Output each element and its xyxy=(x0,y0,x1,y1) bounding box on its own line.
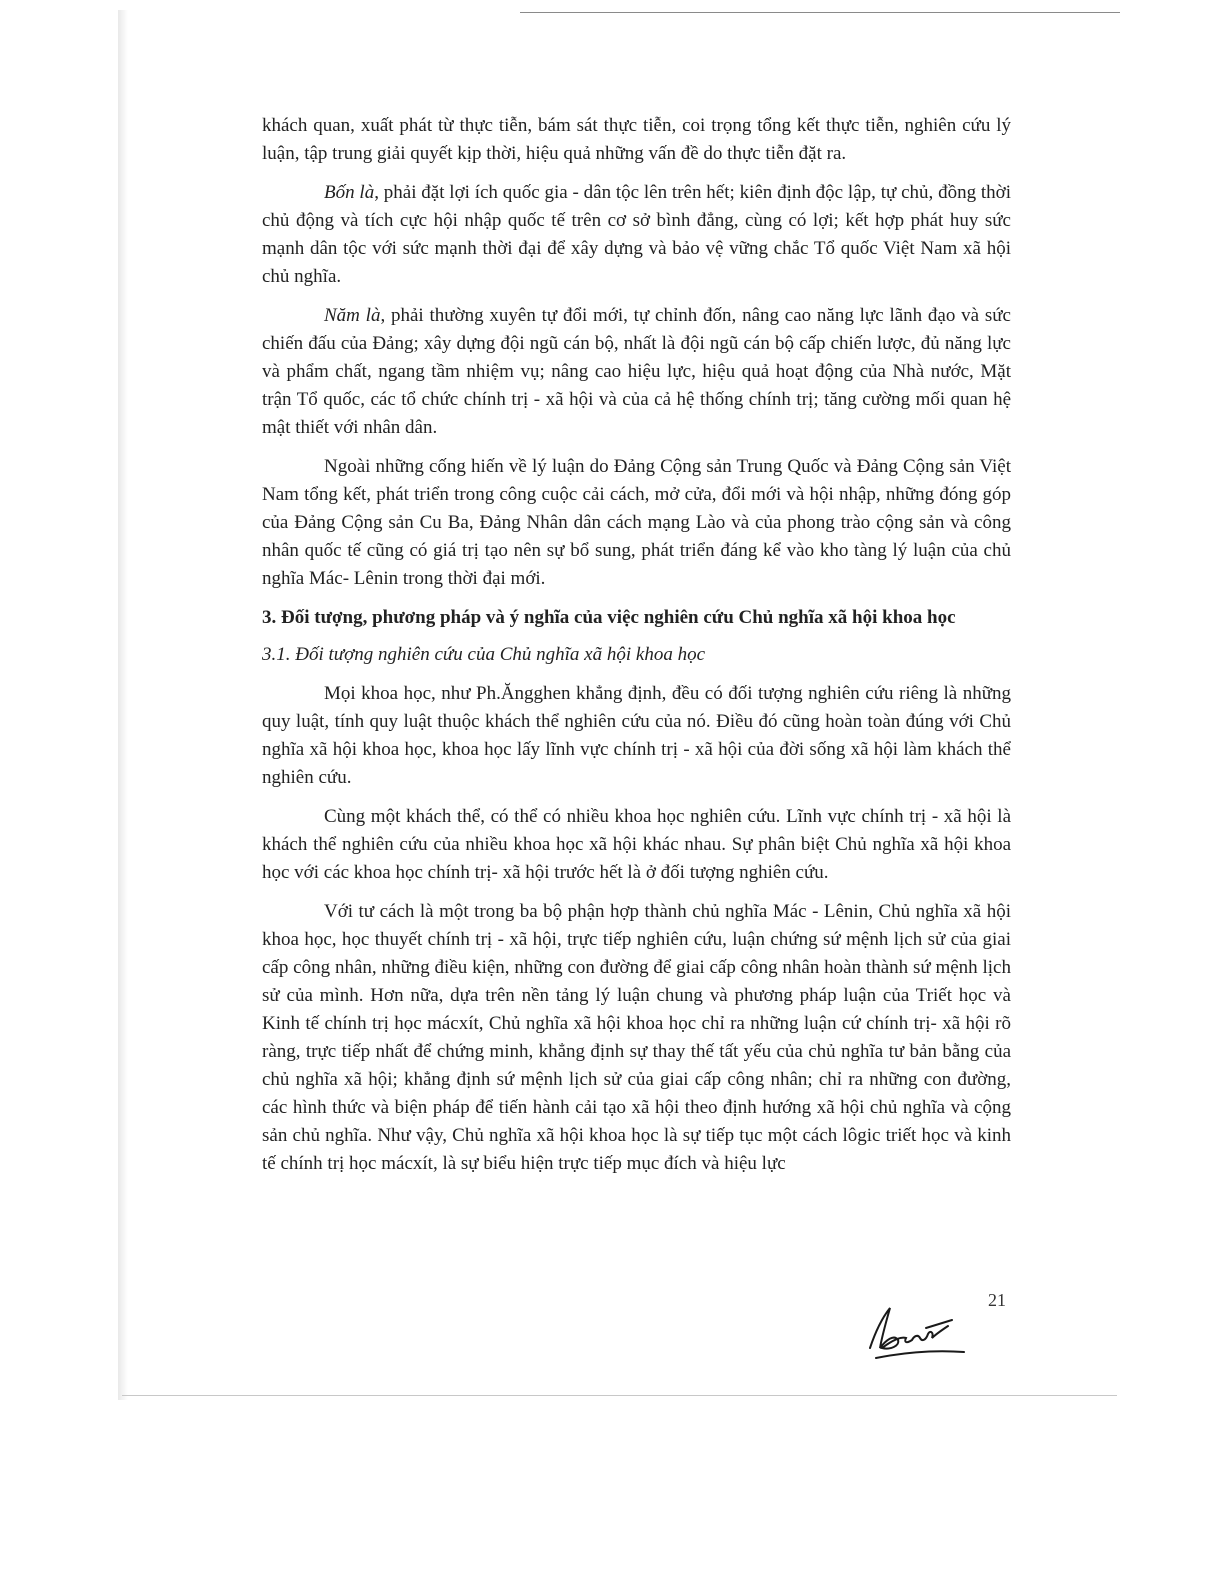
paragraph-object: Mọi khoa học, như Ph.Ăngghen khẳng định, đều có đối tượng nghiên cứu riêng là những quy luật, tính quy luật thuộc khách thể nghiên cứu của nó. Điều đó cũng hoàn toàn đúng với Chủ nghĩa xã hội khoa học, khoa học lấy lĩnh vực chính trị - xã hội của đời sống xã hội làm khách thể nghiên cứu. xyxy=(262,683,1011,788)
paragraph-lead: Bốn là xyxy=(324,182,375,203)
signature xyxy=(856,1290,986,1370)
page-shadow-edge xyxy=(118,10,128,1400)
page-body xyxy=(262,112,1011,1189)
paragraph-contributions: Ngoài những cống hiến về lý luận do Đảng Cộng sản Trung Quốc và Đảng Cộng sản Việt Nam tổng kết, phát triển trong công cuộc cải cách, mở cửa, đổi mới và hội nhập, những đóng góp của Đảng Cộng sản Cu Ba, Đảng Nhân dân cách mạng Lào và của phong trào cộng sản và công nhân quốc tế cũng có giá trị tạo nên sự bổ sung, phát triển đáng kể vào kho tàng lý luận của chủ nghĩa Mác- Lênin trong thời đại mới. xyxy=(262,456,1011,589)
bottom-rule xyxy=(122,1395,1117,1396)
top-rule xyxy=(520,12,1120,13)
paragraph-nam-la: Năm là, phải thường xuyên tự đổi mới, tự chỉnh đốn, nâng cao năng lực lãnh đạo và sức chiến đấu của Đảng; xây dựng đội ngũ cán bộ, nhất là đội ngũ cán bộ cấp chiến lược, đủ năng lực và phẩm chất, ngang tầm nhiệm vụ; nâng cao hiệu lực, hiệu quả hoạt động của Nhà nước, Mặt trận Tổ quốc, các tổ chức chính trị - xã hội và của cả hệ thống chính trị; tăng cường mối quan hệ mật thiết với nhân dân. xyxy=(262,305,1011,438)
page-number: 21 xyxy=(988,1290,1006,1310)
paragraph-role: Với tư cách là một trong ba bộ phận hợp thành chủ nghĩa Mác - Lênin, Chủ nghĩa xã hội khoa học, học thuyết chính trị - xã hội, trực tiếp nghiên cứu, luận chứng sứ mệnh lịch sử của giai cấp công nhân, những điều kiện, những con đường để giai cấp công nhân hoàn thành sứ mệnh lịch sử của mình. Hơn nữa, dựa trên nền tảng lý luận chung và phương pháp luận của Triết học và Kinh tế chính trị học mácxít, Chủ nghĩa xã hội khoa học chỉ ra những luận cứ chính trị- xã hội rõ ràng, trực tiếp nhất để chứng minh, khẳng định sự thay thế tất yếu của chủ nghĩa tư bản bằng của chủ nghĩa xã hội; khẳng định sứ mệnh lịch sử của giai cấp công nhân; chỉ ra những con đường, các hình thức và biện pháp để tiến hành cải tạo xã hội theo định hướng xã hội chủ nghĩa và cộng sản chủ nghĩa. Như vậy, Chủ nghĩa xã hội khoa học là sự tiếp tục một cách lôgic triết học và kinh tế chính trị học mácxít, là sự biểu hiện trực tiếp mục đích và hiệu lực xyxy=(262,901,1011,1174)
section-heading: 3. Đối tượng, phương pháp và ý nghĩa của việc nghiên cứu Chủ nghĩa xã hội khoa học xyxy=(262,607,956,628)
subsection-heading: 3.1. Đối tượng nghiên cứu của Chủ nghĩa xã hội khoa học xyxy=(262,644,706,665)
paragraph-lead: Năm là xyxy=(324,305,381,326)
paragraph-bon-la: Bốn là, phải đặt lợi ích quốc gia - dân tộc lên trên hết; kiên định độc lập, tự chủ, đồng thời chủ động và tích cực hội nhập quốc tế trên cơ sở bình đẳng, cùng có lợi; kết hợp phát huy sức mạnh dân tộc với sức mạnh thời đại để xây dựng và bảo vệ vững chắc Tổ quốc Việt Nam xã hội chủ nghĩa. xyxy=(262,182,1011,287)
paragraph-same-object: Cùng một khách thể, có thể có nhiều khoa học nghiên cứu. Lĩnh vực chính trị - xã hội là khách thể nghiên cứu của nhiều khoa học xã hội khác nhau. Sự phân biệt Chủ nghĩa xã hội khoa học với các khoa học chính trị- xã hội trước hết là ở đối tượng nghiên cứu. xyxy=(262,806,1011,883)
paragraph-continuation: khách quan, xuất phát từ thực tiễn, bám sát thực tiễn, coi trọng tổng kết thực tiễn, nghiên cứu lý luận, tập trung giải quyết kịp thời, hiệu quả những vấn đề do thực tiễn đặt ra. xyxy=(262,115,1011,164)
